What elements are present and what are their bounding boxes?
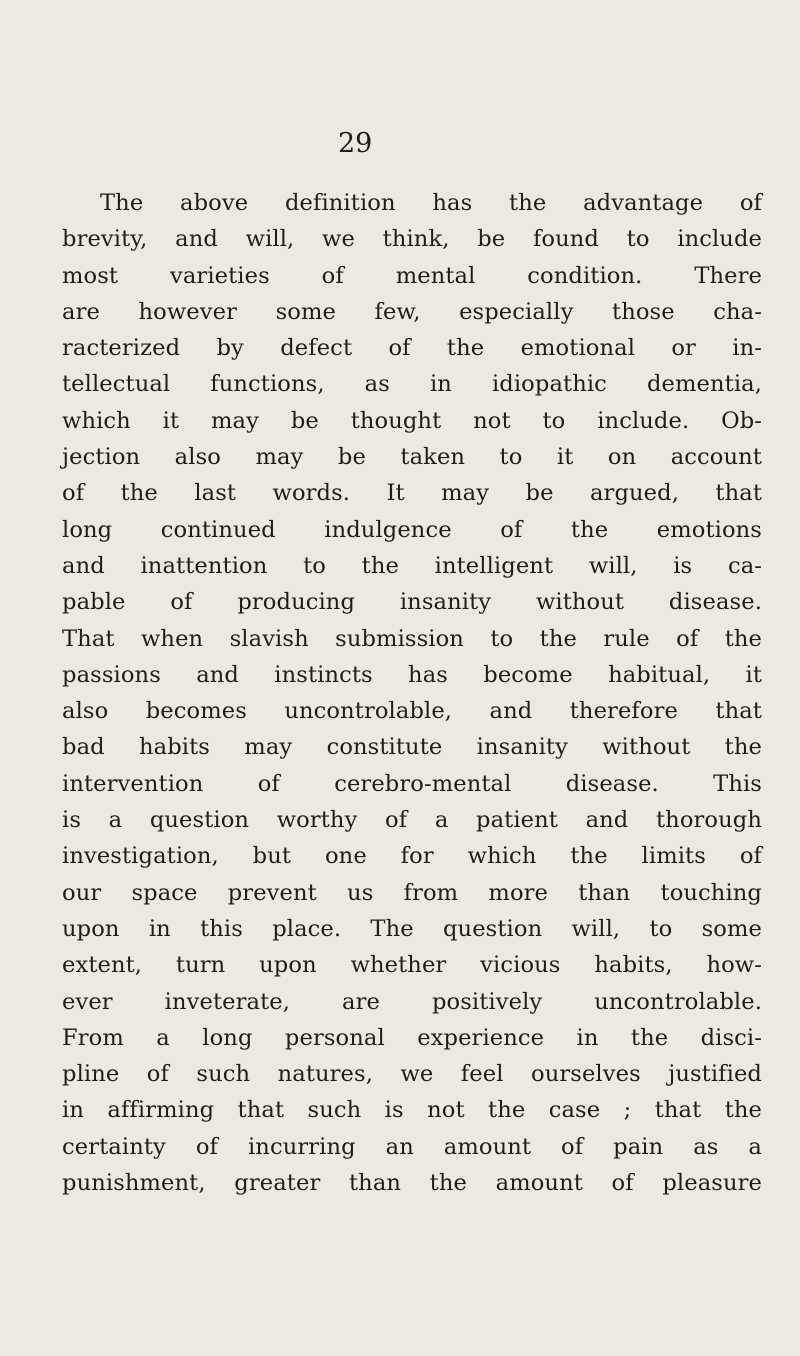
text-line: brevity, and will, we think, be found to include: [62, 226, 762, 253]
text-line: The above definition has the advantage of: [100, 190, 762, 216]
text-line: That when slavish submission to the rule of the: [62, 625, 762, 652]
body-text: [62, 185, 762, 1201]
text-line: of the last words. It may be argued, that: [62, 480, 762, 507]
text-line: bad habits may constitute insanity without the: [62, 734, 762, 761]
text-line: pable of producing insanity without disease.: [62, 589, 762, 616]
text-line: From a long personal experience in the disci-: [62, 1024, 762, 1051]
text-line: investigation, but one for which the limits of: [62, 843, 762, 870]
text-line: long continued indulgence of the emotions: [62, 516, 762, 543]
text-line: and inattention to the intelligent will, is ca-: [62, 552, 762, 579]
text-line: jection also may be taken to it on account: [62, 444, 762, 471]
text-line: certainty of incurring an amount of pain as a: [62, 1133, 762, 1160]
text-line: pline of such natures, we feel ourselves justified: [62, 1061, 762, 1088]
text-line: tellectual functions, as in idiopathic dementia,: [62, 371, 762, 398]
text-line: punishment, greater than the amount of pleasure: [62, 1170, 762, 1197]
text-line: most varieties of mental condition. There: [62, 262, 762, 289]
text-line: are however some few, especially those cha-: [62, 298, 762, 325]
text-line: also becomes uncontrolable, and therefore that: [62, 698, 762, 725]
text-line: racterized by defect of the emotional or in-: [62, 335, 762, 362]
text-line: upon in this place. The question will, to some: [62, 915, 762, 942]
text-line: our space prevent us from more than touching: [62, 879, 762, 906]
text-line: ever inveterate, are positively uncontrolable.: [62, 988, 762, 1015]
text-line: extent, turn upon whether vicious habits, how-: [62, 952, 762, 979]
page-number: 29: [338, 128, 373, 159]
text-line: which it may be thought not to include. Ob-: [62, 407, 762, 434]
text-line: intervention of cerebro-mental disease. This: [62, 770, 762, 797]
text-line: is a question worthy of a patient and thorough: [62, 807, 762, 834]
text-line: passions and instincts has become habitual, it: [62, 661, 762, 688]
text-line: in affirming that such is not the case ; that the: [62, 1097, 762, 1124]
